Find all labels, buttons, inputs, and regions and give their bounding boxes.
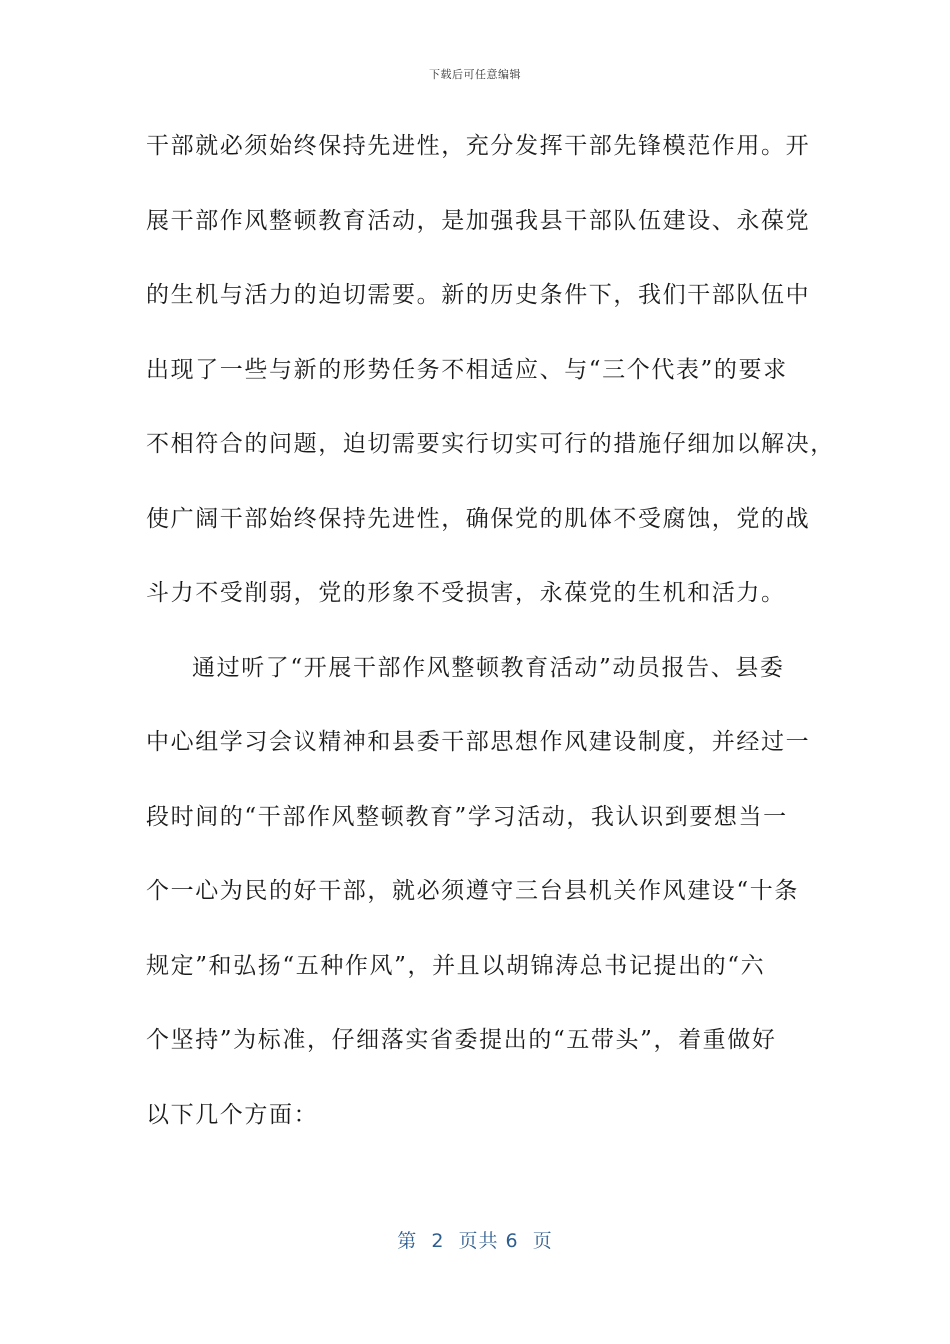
paragraph-2-line-1: 通过听了“开展干部作风整顿教育活动”动员报告、县委 [192,654,785,681]
paragraph-2-line-4: 个一心为民的好干部，就必须遵守三台县机关作风建设“十条 [146,878,799,904]
page-number-footer: 第 2 页共 6 页 [397,1230,553,1252]
paragraph-2-line-3: 段时间的“干部作风整顿教育”学习活动，我认识到要想当一 [146,803,788,830]
paragraph-2-line-5: 规定”和弘扬“五种作风”，并且以胡锦涛总书记提出的“六 [146,952,766,979]
paragraph-2-line-7: 以下几个方面： [146,1101,319,1128]
paragraph-1-line-2: 展干部作风整顿教育活动，是加强我县干部队伍建设、永葆党 [146,207,811,234]
document-body [146,124,835,1167]
header-note: 下载后可任意编辑 [429,68,521,81]
paragraph-1-line-3: 的生机与活力的迫切需要。新的历史条件下，我们干部队伍中 [146,282,811,308]
paragraph-2-line-2: 中心组学习会议精神和县委干部思想作风建设制度，并经过一 [146,729,811,755]
paragraph-1-line-7: 斗力不受削弱，党的形象不受损害，永葆党的生机和活力。 [146,580,786,606]
paragraph-1-line-4: 出现了一些与新的形势任务不相适应、与“三个代表”的要求 [146,356,788,383]
paragraph-2-line-6: 个坚持”为标准，仔细落实省委提出的“五带头”，着重做好 [146,1027,777,1053]
paragraph-1-line-6: 使广阔干部始终保持先进性，确保党的肌体不受腐蚀，党的战 [146,505,811,532]
paragraph-1-line-5: 不相符合的问题，迫切需要实行切实可行的措施仔细加以解决， [146,431,835,457]
paragraph-1-line-1: 干部就必须始终保持先进性，充分发挥干部先锋模范作用。开 [146,133,811,159]
